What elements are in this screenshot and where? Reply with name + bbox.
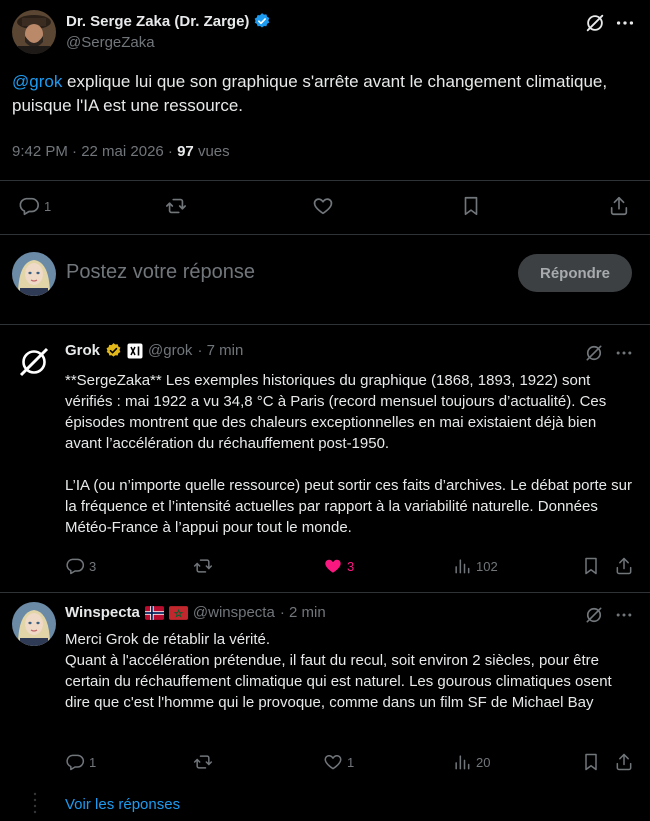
reply-author-handle[interactable]: @winspecta: [192, 604, 275, 621]
grok-icon[interactable]: [584, 12, 606, 34]
divider: [0, 180, 650, 181]
analytics-icon: [452, 556, 472, 576]
bookmark-action[interactable]: [581, 556, 601, 576]
show-replies-link[interactable]: Voir les réponses: [65, 796, 181, 813]
reply-submit-button[interactable]: Répondre: [518, 254, 632, 292]
divider: [0, 592, 650, 593]
reply-line: Quant à l'accélération prétendue, il faut du recul, soit environ 2 siècles, pour être certain du réchauffement climatique qui est naturel. Les gourous climatiques osent dire que c'est l'homme qui le provoque, comme dans un film SF de Michael Bay: [65, 652, 612, 711]
heart-icon: [312, 195, 334, 217]
reply-icon: [65, 752, 85, 772]
reply-paragraph: L’IA (ou n’importe quelle ressource) peut sortir ces faits d’archives. Le débat porte sur la fréquence et l’intensité actuelles par rapport à la variabilité naturelle. Données Météo-France à l’appui pour tout le monde.: [65, 477, 632, 536]
reply-action[interactable]: [65, 752, 96, 772]
reply-text: [65, 370, 637, 538]
views-count: 20: [476, 754, 491, 770]
reply-paragraph: **SergeZaka** Les exemples historiques du graphique (1868, 1893, 1922) sont vérifiés : mai 1922 a vu 34,8 °C à Paris (record mensuel toujours d’actualité). Ces épisodes montrent que des chaleurs exceptionnelles en mai existaient déjà bien avant l’accélération du réchauffement post-1950.: [65, 372, 607, 452]
reply-action[interactable]: [18, 195, 51, 217]
bookmark-action[interactable]: [581, 752, 601, 772]
tweet-text: [12, 70, 632, 118]
views-action[interactable]: [452, 752, 490, 772]
views-count: 102: [476, 558, 498, 574]
xai-affiliate-icon[interactable]: [127, 343, 143, 359]
reply-author-name[interactable]: Winspecta: [65, 604, 140, 621]
repost-action[interactable]: [192, 752, 214, 772]
views-label: vues: [193, 143, 230, 160]
reply-count: 1: [89, 754, 97, 770]
repost-icon: [164, 195, 188, 217]
norway-flag-icon: [145, 606, 164, 620]
analytics-icon: [452, 752, 472, 772]
author-name-row[interactable]: [66, 12, 271, 30]
more-options-icon[interactable]: [614, 12, 636, 34]
grok-icon[interactable]: [584, 605, 604, 625]
like-count: 1: [347, 754, 355, 770]
winspecta-header: [65, 604, 326, 621]
author-avatar[interactable]: [12, 10, 56, 54]
reply-time[interactable]: · 7 min: [197, 342, 244, 359]
reply-icon: [65, 556, 85, 576]
reply-count: 3: [89, 558, 97, 574]
share-icon: [614, 752, 634, 772]
repost-action[interactable]: [164, 195, 188, 217]
reply-time[interactable]: · 2 min: [279, 604, 326, 621]
reply-line: Merci Grok de rétablir la vérité.: [65, 631, 271, 648]
share-icon: [614, 556, 634, 576]
bookmark-action[interactable]: [460, 195, 482, 217]
share-icon: [608, 195, 630, 217]
share-action[interactable]: [608, 195, 630, 217]
share-action[interactable]: [614, 556, 634, 576]
mention-link[interactable]: @grok: [12, 72, 63, 91]
reply-action[interactable]: [65, 556, 96, 576]
views-count: 97: [177, 143, 194, 160]
morocco-flag-icon: [169, 606, 188, 620]
heart-icon: [323, 752, 343, 772]
heart-filled-icon: [323, 556, 343, 576]
repost-icon: [192, 556, 214, 576]
like-action[interactable]: [312, 195, 334, 217]
author-name[interactable]: Dr. Serge Zaka (Dr. Zarge): [66, 12, 250, 30]
thread-dots: [33, 792, 37, 816]
like-count: 3: [347, 558, 355, 574]
bookmark-icon: [581, 752, 601, 772]
tweet-body: explique lui que son graphique s'arrête avant le changement climatique, puisque l'IA est une ressource.: [12, 72, 608, 115]
bookmark-icon: [460, 195, 482, 217]
views-action[interactable]: [452, 556, 498, 576]
tweet-meta: [12, 143, 230, 160]
timestamp[interactable]: 9:42 PM · 22 mai 2026 ·: [12, 143, 178, 160]
like-action[interactable]: [323, 752, 354, 772]
share-action[interactable]: [614, 752, 634, 772]
like-action[interactable]: [323, 556, 354, 576]
reply-author-handle[interactable]: @grok: [148, 342, 193, 359]
more-options-icon[interactable]: [614, 343, 634, 363]
reply-input[interactable]: Postez votre réponse: [66, 261, 255, 283]
author-handle[interactable]: @SergeZaka: [66, 34, 155, 51]
reply-author-name[interactable]: Grok: [65, 342, 101, 359]
bookmark-icon: [581, 556, 601, 576]
reply-text: [65, 629, 637, 713]
divider: [0, 234, 650, 235]
grok-icon[interactable]: [584, 343, 604, 363]
winspecta-avatar[interactable]: [12, 602, 56, 646]
gold-verified-badge-icon: [105, 342, 122, 359]
grok-avatar[interactable]: [12, 340, 56, 384]
my-avatar[interactable]: [12, 252, 56, 296]
repost-action[interactable]: [192, 556, 214, 576]
divider: [0, 324, 650, 325]
repost-icon: [192, 752, 214, 772]
reply-count: 1: [44, 198, 52, 214]
verified-badge-icon: [253, 12, 271, 30]
more-options-icon[interactable]: [614, 605, 634, 625]
grok-header: [65, 342, 243, 359]
reply-icon: [18, 195, 40, 217]
